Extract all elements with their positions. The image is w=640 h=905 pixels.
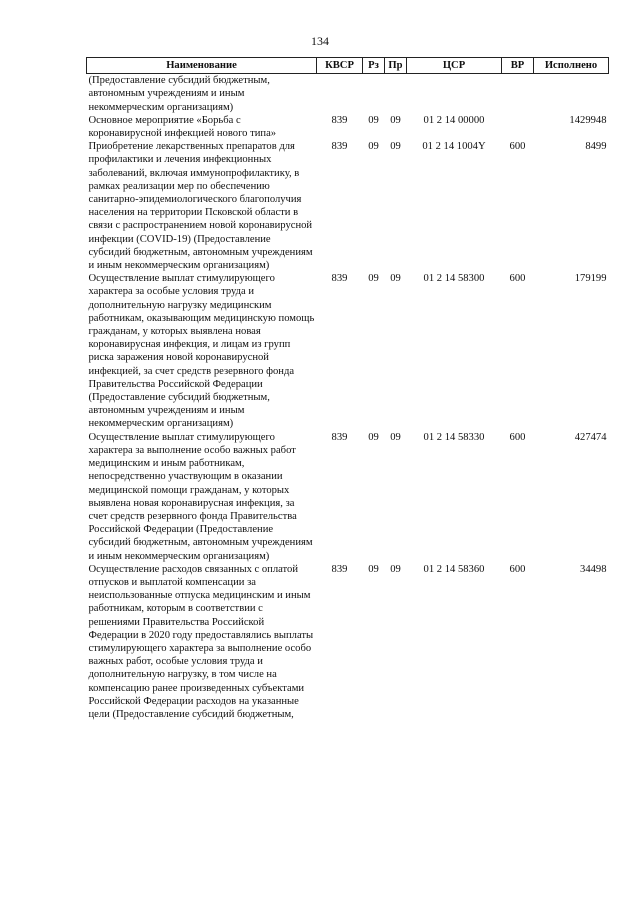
table-row: [87, 563, 609, 721]
row-kvsr: [317, 74, 363, 114]
row-vr: [502, 114, 534, 140]
row-vr: 600: [509, 563, 526, 575]
col-header-amount: Исполнено: [534, 58, 609, 74]
row-name: Осуществление выплат стимулирующего характера за выполнение особо важных работ медицинским и иным работникам, непосредственно участвующим в оказании медицинской помощи гражданам, у которых выявлена новая коронавирусная инфекция, за счет средств резервного фонда Правительства Российской Федерации (Предоставление субсидий бюджетным, автономным учреждениям и иным некоммерческим организациям): [88, 431, 313, 562]
row-rz: [363, 74, 385, 114]
row-rz: 09: [368, 273, 379, 285]
row-name: Основное мероприятие «Борьба с коронавирусной инфекцией нового типа»: [88, 114, 277, 140]
row-amount: [534, 74, 609, 114]
row-pr: [385, 74, 407, 114]
row-rz: 09: [368, 431, 379, 443]
row-vr: 600: [509, 273, 526, 285]
row-csr: 01 2 14 58360: [423, 563, 485, 575]
row-csr: 01 2 14 58330: [423, 431, 485, 443]
row-vr: 600: [509, 141, 526, 153]
page-number: 134: [311, 34, 329, 48]
row-pr: 09: [390, 273, 401, 285]
col-header-pr: Пр: [385, 58, 407, 74]
table-row: [87, 431, 609, 563]
table-header-row: [87, 58, 609, 74]
row-kvsr: 839: [331, 273, 348, 285]
row-name: Осуществление выплат стимулирующего характера за особые условия труда и дополнительную нагрузку медицинским работникам, оказывающим медицинскую помощь гражданам, у которых выявлена новая коронавирусная инфекция, и лицам из групп риска заражения новой коронавирусной инфекцией, за счет средств резервного фонда Правительства Российской Федерации (Предоставление субсидий бюджетным, автономным учреждениям и иным некоммерческим организациям): [88, 273, 315, 430]
row-amount: 34498: [580, 563, 607, 575]
row-amount: 427474: [574, 431, 607, 443]
table-row: [87, 74, 609, 114]
row-amount: 1429948: [569, 114, 607, 126]
col-header-rz: Рз: [363, 58, 385, 74]
col-header-csr: ЦСР: [407, 58, 502, 74]
row-pr: 09: [390, 563, 401, 575]
row-kvsr: 839: [331, 431, 348, 443]
row-vr: [502, 74, 534, 114]
row-name: Осуществление расходов связанных с оплатой отпусков и выплатой компенсации за неиспользованные отпуска медицинским и иным работникам, которым в соответствии с решениями Правительства Российской Федерации в 2020 году предоставлялись выплаты стимулирующего характера за выполнение особо важных работ, особые условия труда и дополнительную нагрузку, в том числе на компенсацию ранее произведенных субъектами Российской Федерации расходов на указанные цели (Предоставление субсидий бюджетным,: [88, 563, 314, 720]
row-name: Приобретение лекарственных препаратов для профилактики и лечения инфекционных заболеваний, включая иммунопрофилактику, в рамках реализации мер по обеспечению санитарно-эпидемиологического благополучия населения на территории Псковской области в связи с распространением новой коронавирусной инфекции (COVID-19) (Предоставление субсидий бюджетным, автономным учреждениям и иным некоммерческим организациям): [88, 141, 313, 272]
col-header-kvsr: КВСР: [317, 58, 363, 74]
row-rz: 09: [368, 114, 379, 126]
row-rz: 09: [368, 141, 379, 153]
row-kvsr: 839: [331, 563, 348, 575]
col-header-vr: ВР: [502, 58, 534, 74]
table-row: [87, 272, 609, 430]
row-kvsr: 839: [331, 114, 348, 126]
row-pr: 09: [390, 114, 401, 126]
row-amount: 179199: [574, 273, 607, 285]
budget-table: [86, 57, 609, 721]
row-csr: 01 2 14 1004Y: [422, 141, 486, 153]
row-csr: 01 2 14 00000: [423, 114, 485, 126]
table-row: [87, 114, 609, 140]
row-csr: 01 2 14 58300: [423, 273, 485, 285]
table-row: [87, 140, 609, 272]
col-header-name: Наименование: [87, 58, 317, 74]
row-csr: [407, 74, 502, 114]
row-pr: 09: [390, 431, 401, 443]
row-kvsr: 839: [331, 141, 348, 153]
row-amount: 8499: [585, 141, 607, 153]
row-pr: 09: [390, 141, 401, 153]
row-rz: 09: [368, 563, 379, 575]
row-vr: 600: [509, 431, 526, 443]
row-name: (Предоставление субсидий бюджетным, автономным учреждениям и иным некоммерческим организациям): [88, 75, 270, 113]
